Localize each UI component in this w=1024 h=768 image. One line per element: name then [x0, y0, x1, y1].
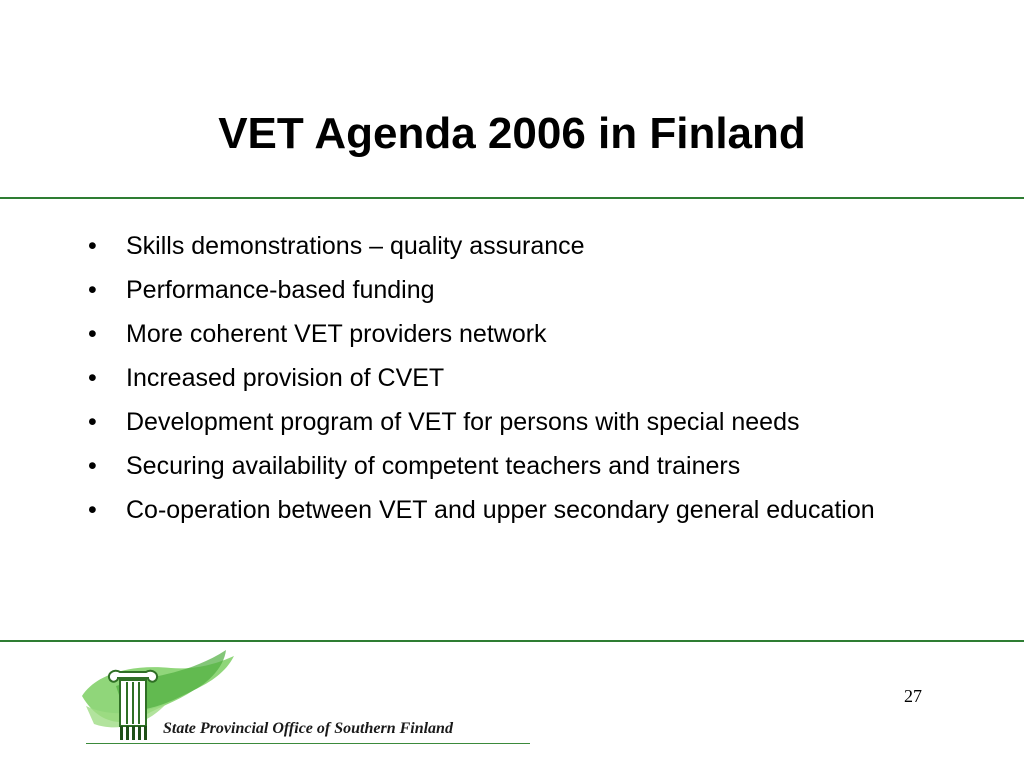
bullet-item [88, 404, 908, 441]
bullet-dot-icon: • [88, 364, 97, 392]
bullet-item [88, 228, 908, 265]
bullet-text: Co-operation between VET and upper secondary general education [126, 496, 875, 524]
bullet-item [88, 272, 908, 309]
organization-name: State Provincial Office of Southern Finland [163, 720, 453, 737]
bullet-item [88, 448, 908, 485]
bullet-text: Securing availability of competent teachers and trainers [126, 452, 741, 480]
bullet-dot-icon: • [88, 276, 97, 304]
bullet-dot-icon: • [88, 452, 97, 480]
bullet-text: More coherent VET providers network [126, 320, 547, 348]
bullet-dot-icon: • [88, 232, 97, 260]
bullet-dot-icon: • [88, 408, 97, 436]
slide-title: VET Agenda 2006 in Finland [218, 109, 806, 158]
title-divider [0, 197, 1024, 199]
bullet-list [88, 228, 908, 536]
bullet-text: Increased provision of CVET [126, 364, 445, 392]
bullet-dot-icon: • [88, 496, 97, 524]
organization-underline [86, 743, 530, 744]
bullet-dot-icon: • [88, 320, 97, 348]
bullet-item [88, 492, 908, 529]
page-number: 27 [904, 686, 922, 706]
bullet-item [88, 316, 908, 353]
footer-divider [0, 640, 1024, 642]
bullet-item [88, 360, 908, 397]
bullet-text: Development program of VET for persons with special needs [126, 408, 800, 436]
bullet-text: Performance-based funding [126, 276, 435, 304]
bullet-text: Skills demonstrations – quality assurance [126, 232, 585, 260]
